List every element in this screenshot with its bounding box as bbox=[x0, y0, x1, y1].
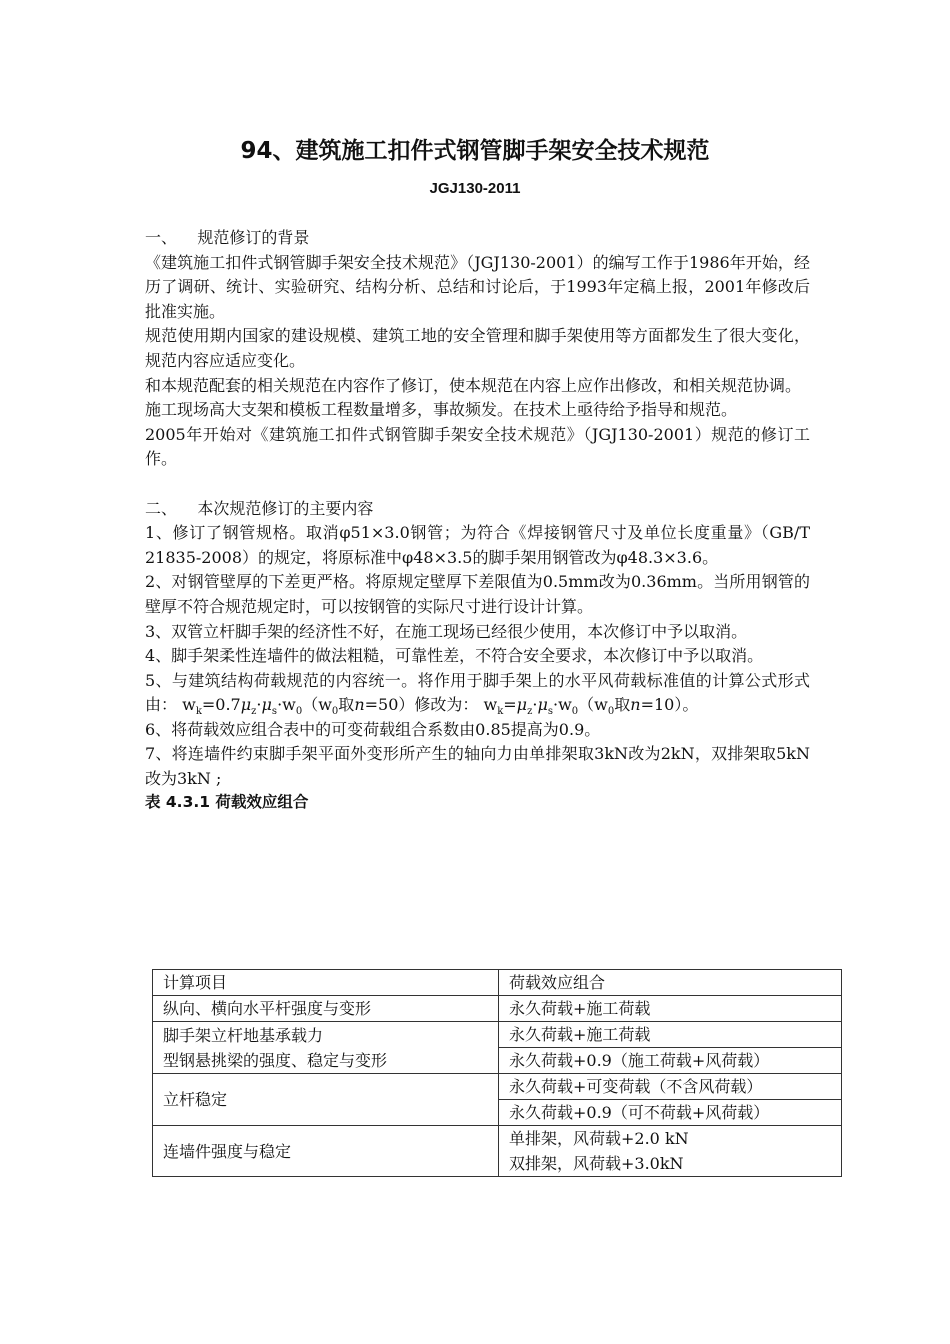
table-cell: 永久荷载+可变荷载（不含风荷载） bbox=[499, 1074, 842, 1100]
table-header-cell: 计算项目 bbox=[153, 970, 499, 996]
formula-new: $w_k=\mu_z\cdot\mu_s\cdot w_0(w_0$取n=10）。 bbox=[483, 695, 699, 718]
table-cell: 永久荷载+施工荷载 bbox=[499, 1022, 842, 1048]
table-cell: 脚手架立杆地基承载力 型钢悬挑梁的强度、稳定与变形 bbox=[153, 1022, 499, 1074]
table-cell: 永久荷载+0.9（可不荷载+风荷载） bbox=[499, 1100, 842, 1126]
section-1-paragraph: 《建筑施工扣件式钢管脚手架安全技术规范》（JGJ130-2001）的编写工作于1986年开始，经历了调研、统计、实验研究、结构分析、总结和讨论后，于1993年定稿上报，2001年修改后批准实施。 bbox=[145, 252, 810, 321]
table-row bbox=[153, 1074, 842, 1100]
table-cell: 连墙件强度与稳定 bbox=[153, 1126, 499, 1177]
section-2-item: 1、修订了钢管规格。取消φ51×3.0钢管；为符合《焊接钢管尺寸及单位长度重量》（GB/T 21835-2008）的规定，将原标准中φ48×3.5的脚手架用钢管改为φ48.3×3.6。 bbox=[145, 523, 810, 567]
section-1-paragraph: 和本规范配套的相关规范在内容作了修订，使本规范在内容上应作出修改，和相关规范协调。 bbox=[145, 375, 802, 395]
table-cell: 永久荷载+施工荷载 bbox=[499, 996, 842, 1022]
table-caption: 表 4.3.1 荷载效应组合 bbox=[145, 792, 309, 811]
section-2-item: 3、双管立杆脚手架的经济性不好，在施工现场已经很少使用，本次修订中予以取消。 bbox=[145, 621, 748, 641]
section-2-item: 6、将荷载效应组合表中的可变荷载组合系数由0.85提高为0.9。 bbox=[145, 719, 601, 739]
table-cell: 单排架，风荷载+2.0 kN 双排架，风荷载+3.0kN bbox=[499, 1126, 842, 1177]
document-body bbox=[145, 226, 810, 812]
table-header-row bbox=[153, 970, 842, 996]
section-1-paragraph: 规范使用期内国家的建设规模、建筑工地的安全管理和脚手架使用等方面都发生了很大变化，规范内容应适应变化。 bbox=[145, 326, 810, 370]
section-2-item: 7、将连墙件约束脚手架平面外变形所产生的轴向力由单排架取3kN改为2kN，双排架取5kN改为3kN ; bbox=[145, 744, 810, 789]
section-1-heading: 一、 规范修订的背景 bbox=[145, 228, 310, 247]
paragraph-spacer bbox=[145, 472, 810, 497]
section-2-item: 4、脚手架柔性连墙件的做法粗糙，可靠性差，不符合安全要求，本次修订中予以取消。 bbox=[145, 646, 764, 666]
load-combination-table bbox=[152, 969, 842, 1177]
section-1-paragraph: 施工现场高大支架和模板工程数量增多，事故频发。在技术上亟待给予指导和规范。 bbox=[145, 400, 738, 420]
table-header-cell: 荷载效应组合 bbox=[499, 970, 842, 996]
section-2-item: 2、对钢管壁厚的下差更严格。将原规定壁厚下差限值为0.5mm改为0.36mm。当所用钢管的壁厚不符合规范规定时，可以按钢管的实际尺寸进行设计计算。 bbox=[145, 572, 810, 616]
standard-code: JGJ130-2011 bbox=[429, 180, 521, 197]
section-1-paragraph: 2005年开始对《建筑施工扣件式钢管脚手架安全技术规范》（JGJ130-2001）规范的修订工作。 bbox=[145, 424, 810, 469]
table-cell: 立杆稳定 bbox=[153, 1074, 499, 1126]
table-row bbox=[153, 1022, 842, 1048]
document-title: 94、建筑施工扣件式钢管脚手架安全技术规范 bbox=[240, 138, 710, 164]
table-row bbox=[153, 1126, 842, 1177]
table-cell: 纵向、横向水平杆强度与变形 bbox=[153, 996, 499, 1022]
table-row bbox=[153, 996, 842, 1022]
section-2-item-5: 5、与建筑结构荷载规范的内容统一。将作用于脚手架上的水平风荷载标准值的计算公式形式由： $w_k=0.7\mu_z\cdot\mu_s\cdot w_0(w_0$取n=50）修改为： $w_k=\mu_z\cdot\mu_s\cdot w_0(w_0$取n=10）。 bbox=[145, 670, 810, 718]
section-2-heading: 二、 本次规范修订的主要内容 bbox=[145, 498, 374, 518]
table-cell: 永久荷载+0.9（施工荷载+风荷载） bbox=[499, 1048, 842, 1074]
formula-old: $w_k=0.7\mu_z\cdot\mu_s\cdot w_0(w_0$取n=50）修改为： bbox=[182, 695, 479, 718]
